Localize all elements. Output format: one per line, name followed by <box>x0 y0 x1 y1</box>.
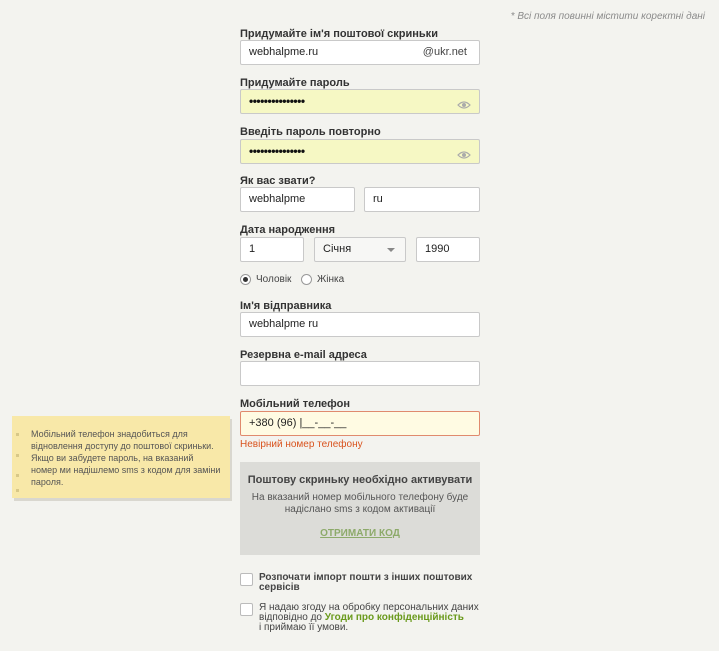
password-repeat-label: Введіть пароль повторно <box>240 126 381 138</box>
mailbox-input[interactable] <box>240 40 480 65</box>
last-name-input[interactable] <box>364 187 480 212</box>
sender-label: Ім'я відправника <box>240 300 332 312</box>
name-label: Як вас звати? <box>240 175 316 187</box>
tip-text: Мобільний телефон знадобиться для відновлення доступу до поштової скриньки. Якщо ви забудете пароль, на вказаний номер ми надішлемо sms з кодом для заміни пароля. <box>31 429 221 487</box>
phone-value: +380 (96) |__-__-__ <box>249 417 347 429</box>
eye-icon[interactable] <box>457 96 471 119</box>
required-fields-note: * Всі поля повинні містити коректні дані <box>510 11 705 22</box>
birth-date-label: Дата народження <box>240 224 336 236</box>
get-code-button[interactable]: ОТРИМАТИ КОД <box>320 528 400 539</box>
password-value: ••••••••••••••• <box>249 94 305 108</box>
eye-icon[interactable] <box>457 146 471 169</box>
birth-month-value: Січня <box>323 243 352 255</box>
import-checkbox-label[interactable]: Розпочати імпорт пошти з інших поштових сервісів <box>259 572 473 593</box>
birth-day-value: 1 <box>249 243 256 255</box>
tip-bullet <box>16 454 19 457</box>
phone-error-message: Невірний номер телефону <box>240 439 363 450</box>
password-repeat-input[interactable] <box>240 139 480 164</box>
password-input[interactable] <box>240 89 480 114</box>
gender-female-label[interactable]: Жінка <box>317 274 345 285</box>
gender-male-radio[interactable] <box>240 274 251 285</box>
tip-bullet <box>16 474 19 477</box>
phone-tip-note <box>12 416 230 498</box>
first-name-value: webhalpme <box>249 193 306 205</box>
birth-day-input[interactable] <box>240 237 304 262</box>
sender-value: webhalpme ru <box>249 318 319 330</box>
phone-label: Мобільний телефон <box>240 398 351 410</box>
first-name-input[interactable] <box>240 187 355 212</box>
chevron-down-icon <box>387 248 395 252</box>
password-label: Придумайте пароль <box>240 77 350 89</box>
activation-title: Поштову скриньку необхідно активувати <box>247 474 473 486</box>
activation-panel <box>240 462 480 555</box>
consent-checkbox-label <box>259 603 484 633</box>
gender-female-radio[interactable] <box>301 274 312 285</box>
password-repeat-value: ••••••••••••••• <box>249 144 305 158</box>
backup-email-input[interactable] <box>240 361 480 386</box>
birth-year-input[interactable] <box>416 237 480 262</box>
import-checkbox[interactable] <box>240 573 253 586</box>
birth-month-select[interactable] <box>314 237 406 262</box>
tip-bullet <box>16 433 19 436</box>
phone-input[interactable] <box>240 411 480 436</box>
birth-year-value: 1990 <box>425 243 450 255</box>
tip-bullet <box>16 489 19 492</box>
sender-input[interactable] <box>240 312 480 337</box>
consent-text-after: і приймаю її умови. <box>259 622 349 633</box>
consent-checkbox[interactable] <box>240 603 253 616</box>
backup-email-label: Резервна e-mail адреса <box>240 349 367 361</box>
mailbox-value: webhalpme.ru <box>249 46 319 58</box>
mailbox-label: Придумайте ім'я поштової скриньки <box>240 28 438 40</box>
gender-male-label[interactable]: Чоловік <box>256 274 292 285</box>
last-name-value: ru <box>373 193 383 205</box>
mailbox-domain: @ukr.net <box>422 46 467 58</box>
consent-text-before: Я надаю згоду на обробку персональних даних відповідно до <box>259 602 479 623</box>
privacy-agreement-link[interactable]: Угоди про конфіденційність <box>324 612 464 623</box>
activation-description: На вказаний номер мобільного телефону буде надіслано sms з кодом активації <box>251 492 469 515</box>
